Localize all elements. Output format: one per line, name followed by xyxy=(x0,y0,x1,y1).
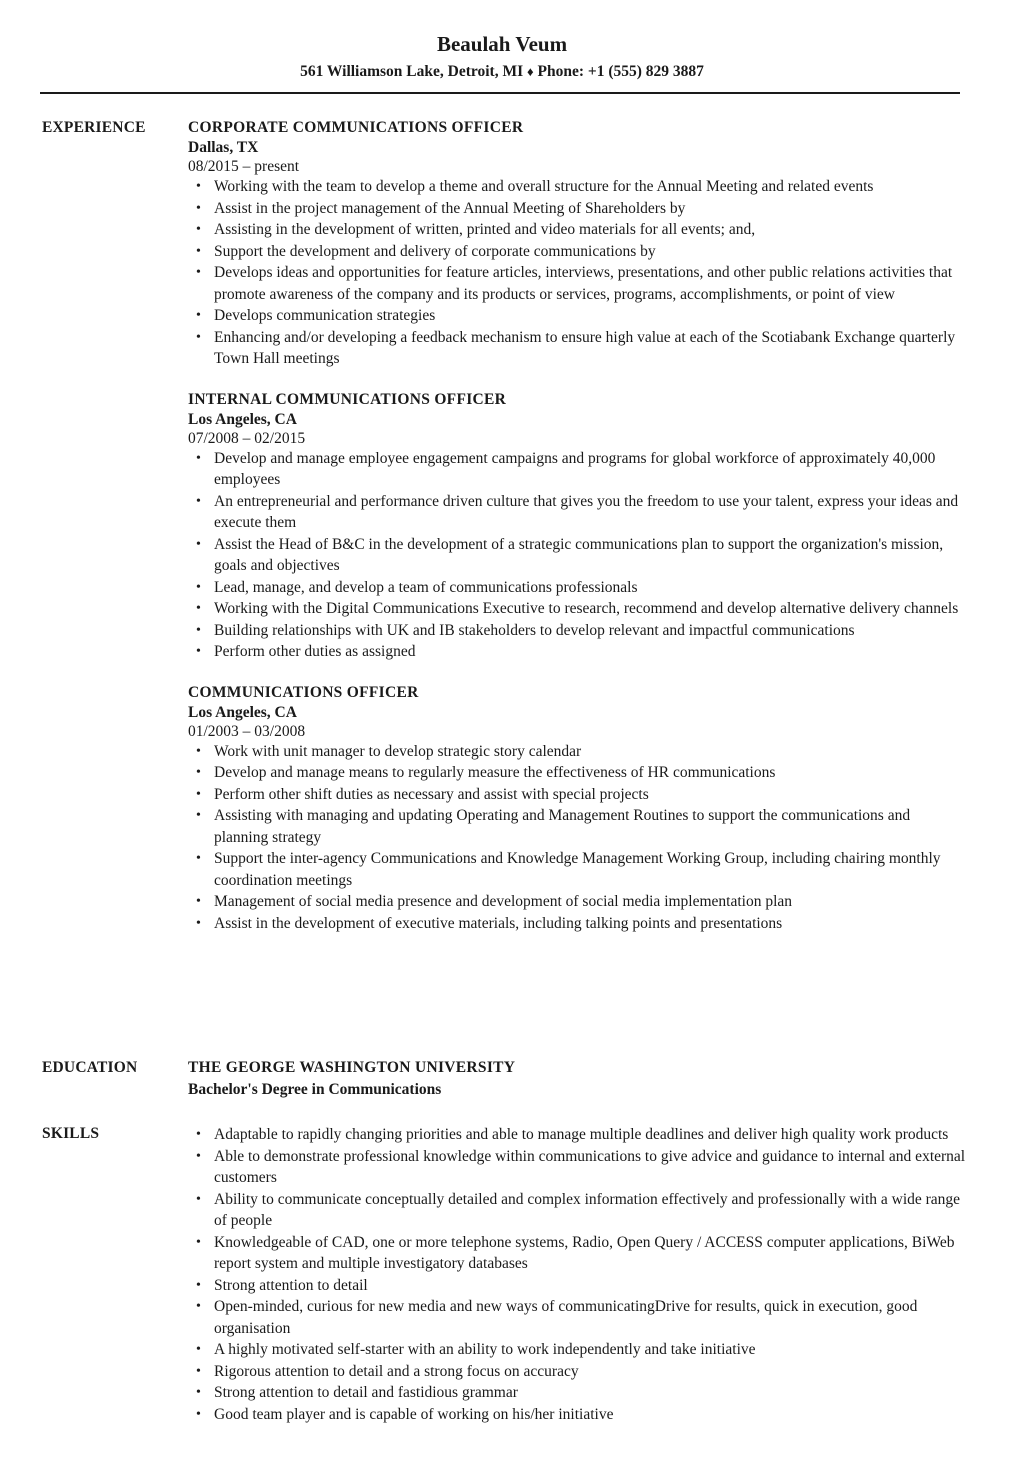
job-title: COMMUNICATIONS OFFICER xyxy=(188,683,419,701)
job-entry xyxy=(188,683,988,935)
list-item: • Good team player and is capable of working on his/her initiative xyxy=(214,1404,966,1426)
list-item: • Support the inter-agency Communications and Knowledge Management Working Group, including chairing monthly coordination meetings xyxy=(214,848,966,891)
list-item: • An entrepreneurial and performance driven culture that gives you the freedom to use your talent, express your ideas and execute them xyxy=(214,491,966,534)
candidate-name: Beaulah Veum xyxy=(436,32,568,56)
contact-line xyxy=(0,62,1004,82)
list-item: • Assist in the project management of the Annual Meeting of Shareholders by xyxy=(214,198,966,220)
list-item: • Enhancing and/or developing a feedback mechanism to ensure high value at each of the Scotiabank Exchange quarterly Town Hall meetings xyxy=(214,327,966,370)
list-item: • Assisting with managing and updating Operating and Management Routines to support the communications and planning strategy xyxy=(214,805,966,848)
list-item: • Adaptable to rapidly changing priorities and able to manage multiple deadlines and deliver high quality work products xyxy=(214,1124,966,1146)
list-item: • Support the development and delivery of corporate communications by xyxy=(214,241,966,263)
list-item: • Perform other duties as assigned xyxy=(214,641,966,663)
job-dates: 01/2003 – 03/2008 xyxy=(188,722,306,740)
resume-header xyxy=(0,30,1004,82)
list-item: • Work with unit manager to develop strategic story calendar xyxy=(214,741,966,763)
list-item: • Strong attention to detail xyxy=(214,1275,966,1297)
job-location: Los Angeles, CA xyxy=(188,703,297,721)
list-item: • Assist in the development of executive materials, including talking points and presentations xyxy=(214,913,966,935)
education-heading: EDUCATION xyxy=(42,1059,138,1076)
list-item: • Assisting in the development of written, printed and video materials for all events; and, xyxy=(214,219,966,241)
job-location: Los Angeles, CA xyxy=(188,410,297,428)
job-dates: 08/2015 – present xyxy=(188,158,300,175)
list-item: • Management of social media presence and development of social media implementation plan xyxy=(214,891,966,913)
job-bullets xyxy=(188,176,988,370)
skills-heading: SKILLS xyxy=(42,1125,100,1142)
experience-heading: EXPERIENCE xyxy=(42,119,146,136)
job-bullets xyxy=(188,448,988,663)
job-title: CORPORATE COMMUNICATIONS OFFICER xyxy=(188,119,524,136)
list-item: • Able to demonstrate professional knowledge within communications to give advice and guidance to internal and external customers xyxy=(214,1146,966,1189)
list-item: • Develops communication strategies xyxy=(214,305,966,327)
job-location: Dallas, TX xyxy=(188,139,259,156)
address: 561 Williamson Lake, Detroit, MI xyxy=(300,63,524,80)
diamond-separator-icon: ♦ xyxy=(527,64,534,79)
list-item: • Assist the Head of B&C in the development of a strategic communications plan to support the organization's mission, goals and objectives xyxy=(214,534,966,577)
list-item: • Building relationships with UK and IB stakeholders to develop relevant and impactful communications xyxy=(214,620,966,642)
list-item: • Perform other shift duties as necessary and assist with special projects xyxy=(214,784,966,806)
degree: Bachelor's Degree in Communications xyxy=(188,1081,442,1098)
skills-list xyxy=(188,1124,988,1425)
list-item: • Develop and manage employee engagement campaigns and programs for global workforce of approximately 40,000 employees xyxy=(214,448,966,491)
header-divider xyxy=(40,92,960,94)
phone: Phone: +1 (555) 829 3887 xyxy=(537,63,704,80)
list-item: • Develop and manage means to regularly measure the effectiveness of HR communications xyxy=(214,762,966,784)
experience-list xyxy=(188,118,988,954)
list-item: • Strong attention to detail and fastidious grammar xyxy=(214,1382,966,1404)
list-item: • Develops ideas and opportunities for feature articles, interviews, presentations, and other public relations activities that promote awareness of the company and its products or services, programs, accomplishments, or point of view xyxy=(214,262,966,305)
job-dates: 07/2008 – 02/2015 xyxy=(188,429,306,447)
list-item: • Knowledgeable of CAD, one or more telephone systems, Radio, Open Query / ACCESS computer applications, BiWeb report system and multiple investigatory databases xyxy=(214,1232,966,1275)
job-title: INTERNAL COMMUNICATIONS OFFICER xyxy=(188,390,507,408)
list-item: • Ability to communicate conceptually detailed and complex information effectively and professionally with a wide range of people xyxy=(214,1189,966,1232)
job-entry xyxy=(188,390,988,663)
skills-list-wrap xyxy=(188,1124,988,1425)
list-item: • Open-minded, curious for new media and new ways of communicatingDrive for results, quick in execution, good organisation xyxy=(214,1296,966,1339)
list-item: • Lead, manage, and develop a team of communications professionals xyxy=(214,577,966,599)
list-item: • A highly motivated self-starter with an ability to work independently and take initiative xyxy=(214,1339,966,1361)
list-item: • Working with the Digital Communications Executive to research, recommend and develop alternative delivery channels xyxy=(214,598,966,620)
list-item: • Rigorous attention to detail and a strong focus on accuracy xyxy=(214,1361,966,1383)
school-name: THE GEORGE WASHINGTON UNIVERSITY xyxy=(188,1059,516,1076)
job-entry xyxy=(188,118,988,370)
job-bullets xyxy=(188,741,988,935)
education-entry xyxy=(188,1058,988,1102)
list-item: • Working with the team to develop a theme and overall structure for the Annual Meeting and related events xyxy=(214,176,966,198)
